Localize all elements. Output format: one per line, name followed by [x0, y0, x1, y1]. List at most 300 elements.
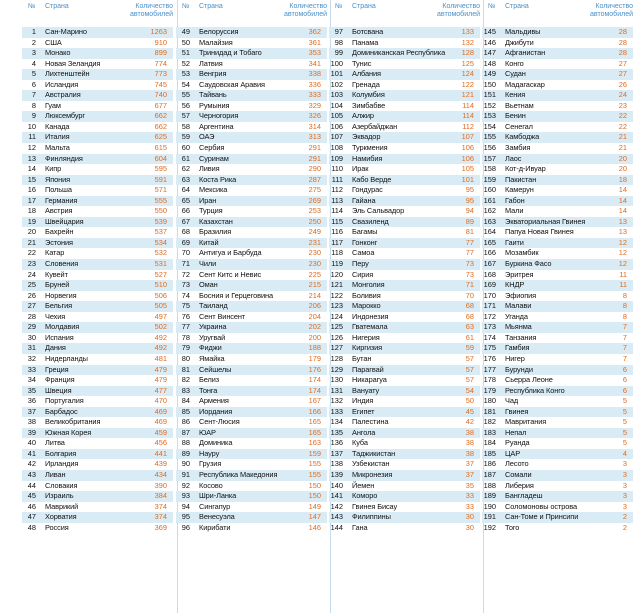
row-country: Южная Корея [45, 427, 92, 437]
row-rank: 80 [181, 353, 190, 363]
row-country: Марокко [352, 301, 381, 311]
table-row [176, 238, 327, 249]
row-count: 497 [154, 311, 167, 321]
row-count: 8 [622, 311, 627, 321]
row-count: 774 [154, 58, 167, 68]
row-count: 338 [308, 69, 321, 79]
header-number: № [28, 3, 36, 10]
table-row [176, 27, 327, 38]
row-count: 27 [618, 69, 627, 79]
row-country: Индия [352, 396, 374, 406]
row-rank: 124 [330, 311, 343, 321]
row-rank: 88 [181, 438, 190, 448]
row-rank: 16 [27, 185, 36, 195]
table-row [482, 481, 633, 492]
row-rank: 84 [181, 396, 190, 406]
row-count: 14 [618, 185, 627, 195]
row-rank: 107 [330, 132, 343, 142]
row-country: Гондурас [352, 185, 383, 195]
row-rank: 82 [181, 375, 190, 385]
row-country: Финляндия [45, 153, 83, 163]
row-count: 469 [154, 406, 167, 416]
table-row [176, 470, 327, 481]
row-country: Египет [352, 406, 375, 416]
table-row [329, 90, 480, 101]
table-row [22, 196, 173, 207]
row-count: 6 [622, 364, 627, 374]
row-rank: 153 [483, 111, 496, 121]
table-row [329, 354, 480, 365]
row-count: 35 [465, 480, 474, 490]
row-country: Гонконг [352, 237, 378, 247]
table-row [22, 132, 173, 143]
row-count: 615 [154, 143, 167, 153]
row-country: Эль Сальвадор [352, 206, 405, 216]
row-count: 107 [461, 132, 474, 142]
table-row [482, 280, 633, 291]
row-country: Гватемала [352, 322, 388, 332]
row-rank: 169 [483, 280, 496, 290]
row-count: 38 [465, 448, 474, 458]
row-country: Бангладеш [505, 491, 543, 501]
row-count: 112 [462, 121, 474, 131]
row-country: Сан-Томе и Принсипи [505, 512, 579, 522]
row-country: Болгария [45, 448, 77, 458]
row-country: Сомали [505, 469, 532, 479]
row-rank: 141 [330, 491, 343, 501]
row-country: Ирак [352, 164, 369, 174]
table-row [482, 449, 633, 460]
table-row [329, 196, 480, 207]
row-rank: 135 [330, 427, 343, 437]
row-count: 591 [154, 174, 167, 184]
table-row [176, 48, 327, 59]
row-country: Чили [199, 259, 217, 269]
table-row [22, 417, 173, 428]
row-count: 12 [618, 259, 627, 269]
row-rank: 166 [483, 248, 496, 258]
row-rank: 150 [483, 79, 496, 89]
row-count: 290 [308, 164, 321, 174]
row-country: Бельгия [45, 301, 73, 311]
row-rank: 152 [483, 100, 496, 110]
row-count: 125 [461, 58, 474, 68]
row-rank: 86 [181, 417, 190, 427]
row-rank: 43 [27, 469, 36, 479]
row-count: 5 [622, 396, 627, 406]
table-row [482, 38, 633, 49]
table-column [22, 0, 173, 533]
row-count: 21 [618, 132, 627, 142]
row-country: Нидерланды [45, 353, 88, 363]
row-count: 441 [154, 448, 167, 458]
table-row [22, 438, 173, 449]
row-rank: 148 [483, 58, 496, 68]
row-country: Литва [45, 438, 65, 448]
table-row [176, 164, 327, 175]
row-rank: 155 [483, 132, 496, 142]
table-row [176, 333, 327, 344]
table-row [176, 196, 327, 207]
table-row [22, 396, 173, 407]
table-row [482, 354, 633, 365]
row-count: 26 [618, 79, 627, 89]
row-country: Замбия [505, 143, 531, 153]
table-row [22, 343, 173, 354]
row-country: Палестина [352, 417, 389, 427]
row-rank: 11 [28, 132, 36, 142]
row-country: Гренада [352, 79, 380, 89]
row-country: Япония [45, 174, 71, 184]
header-country: Страна [199, 3, 223, 10]
row-country: Гвинея Бисау [352, 501, 398, 511]
table-row [482, 59, 633, 70]
row-rank: 63 [181, 174, 190, 184]
row-count: 165 [308, 427, 321, 437]
row-country: Словакия [45, 480, 78, 490]
table-row [329, 206, 480, 217]
table-row [22, 365, 173, 376]
row-count: 176 [308, 364, 321, 374]
row-rank: 176 [483, 353, 496, 363]
row-country: Испания [45, 332, 74, 342]
row-country: Колумбия [352, 90, 385, 100]
table-row [329, 132, 480, 143]
table-row [482, 143, 633, 154]
row-rank: 156 [483, 143, 496, 153]
table-row [329, 396, 480, 407]
table-row [482, 90, 633, 101]
row-rank: 190 [483, 501, 496, 511]
row-rank: 76 [181, 311, 190, 321]
row-count: 434 [154, 469, 167, 479]
table-row [329, 523, 480, 534]
row-rank: 171 [483, 301, 496, 311]
row-rank: 137 [330, 448, 343, 458]
row-count: 59 [465, 343, 474, 353]
row-country: Мальдивы [505, 27, 541, 36]
row-rank: 130 [330, 375, 343, 385]
row-rank: 145 [483, 27, 496, 36]
row-rank: 185 [483, 448, 496, 458]
row-rank: 140 [330, 480, 343, 490]
table-row [329, 69, 480, 80]
row-rank: 173 [483, 322, 496, 332]
row-count: 745 [154, 79, 167, 89]
row-rank: 160 [483, 185, 496, 195]
row-count: 341 [308, 58, 321, 68]
row-count: 479 [154, 375, 167, 385]
row-count: 21 [618, 143, 627, 153]
row-country: Нигер [505, 353, 525, 363]
row-country: Кувейт [45, 269, 68, 279]
row-rank: 17 [27, 195, 36, 205]
row-country: Малайзия [199, 37, 233, 47]
row-count: 773 [154, 69, 167, 79]
table-row [22, 375, 173, 386]
row-country: Чехия [45, 311, 66, 321]
row-rank: 85 [181, 406, 190, 416]
row-rank: 161 [483, 195, 496, 205]
row-count: 8 [622, 290, 627, 300]
table-row [176, 122, 327, 133]
row-country: Пакистан [505, 174, 537, 184]
table-row [329, 512, 480, 523]
row-rank: 118 [331, 248, 343, 258]
row-rank: 98 [334, 37, 343, 47]
table-row [176, 459, 327, 470]
row-count: 28 [618, 27, 627, 36]
row-rank: 100 [330, 58, 343, 68]
table-row [22, 491, 173, 502]
row-country: Ливия [199, 164, 220, 174]
table-row [329, 502, 480, 513]
row-rank: 119 [331, 259, 343, 269]
table-row [482, 217, 633, 228]
row-count: 27 [618, 58, 627, 68]
row-count: 128 [461, 48, 474, 58]
row-rank: 154 [483, 121, 496, 131]
table-row [22, 291, 173, 302]
table-row [482, 343, 633, 354]
row-country: Ямайка [199, 353, 225, 363]
table-row [176, 38, 327, 49]
row-rank: 26 [27, 290, 36, 300]
row-rank: 177 [483, 364, 496, 374]
row-rank: 81 [181, 364, 190, 374]
row-rank: 93 [181, 491, 190, 501]
row-country: Румыния [199, 100, 230, 110]
table-row [22, 217, 173, 228]
row-country: Камерун [505, 185, 534, 195]
table-row [22, 238, 173, 249]
row-rank: 7 [31, 90, 36, 100]
row-country: Монако [45, 48, 71, 58]
row-rank: 165 [483, 237, 496, 247]
row-count: 253 [308, 206, 321, 216]
row-count: 595 [154, 164, 167, 174]
table-row [329, 38, 480, 49]
row-country: Эритрея [505, 269, 534, 279]
row-count: 68 [465, 311, 474, 321]
row-count: 18 [618, 174, 627, 184]
row-rank: 44 [27, 480, 36, 490]
row-count: 662 [154, 111, 167, 121]
row-count: 539 [154, 216, 167, 226]
table-row [482, 396, 633, 407]
table-row [482, 27, 633, 38]
row-country: Судан [505, 69, 526, 79]
table-row [176, 175, 327, 186]
table-row [22, 80, 173, 91]
row-country: Афганистан [505, 48, 546, 58]
table-row [482, 48, 633, 59]
row-country: Эстония [45, 237, 73, 247]
row-rank: 55 [181, 90, 190, 100]
row-rank: 143 [330, 512, 343, 522]
row-count: 95 [465, 195, 474, 205]
table-row [329, 291, 480, 302]
row-count: 532 [154, 248, 167, 258]
row-rank: 108 [330, 143, 343, 153]
row-rank: 59 [181, 132, 190, 142]
row-country: Италия [45, 132, 70, 142]
row-country: Фиджи [199, 343, 222, 353]
row-rank: 27 [27, 301, 36, 311]
row-rank: 184 [483, 438, 496, 448]
row-count: 200 [308, 332, 321, 342]
row-count: 291 [308, 143, 321, 153]
table-row [176, 449, 327, 460]
row-count: 477 [154, 385, 167, 395]
row-count: 625 [154, 132, 167, 142]
table-row [329, 428, 480, 439]
row-country: Туркмения [352, 143, 388, 153]
row-country: Бенин [505, 111, 526, 121]
row-country: Саудовская Аравия [199, 79, 265, 89]
row-country: Черногория [199, 111, 239, 121]
table-row [22, 502, 173, 513]
row-country: Россия [45, 522, 69, 532]
row-count: 2 [622, 522, 627, 532]
row-count: 94 [465, 206, 474, 216]
table-row [482, 248, 633, 259]
table-row [482, 375, 633, 386]
row-count: 14 [618, 206, 627, 216]
table-row [329, 438, 480, 449]
table-row [176, 491, 327, 502]
row-count: 11 [619, 280, 627, 290]
row-country: Австралия [45, 90, 81, 100]
row-count: 150 [308, 491, 321, 501]
row-country: Азербайджан [352, 121, 398, 131]
row-country: США [45, 37, 62, 47]
table-row [176, 375, 327, 386]
row-country: Вануату [352, 385, 380, 395]
table-row [329, 217, 480, 228]
table-row [22, 227, 173, 238]
row-rank: 142 [330, 501, 343, 511]
row-rank: 25 [27, 280, 36, 290]
row-count: 38 [465, 427, 474, 437]
row-rank: 87 [181, 427, 190, 437]
row-country: Багамы [352, 227, 378, 237]
row-rank: 15 [27, 174, 36, 184]
row-country: Нигерия [352, 332, 380, 342]
row-rank: 5 [31, 69, 36, 79]
row-country: ОАЭ [199, 132, 215, 142]
row-country: Самоа [352, 248, 375, 258]
row-country: Руанда [505, 438, 530, 448]
row-count: 215 [308, 280, 321, 290]
row-rank: 71 [181, 259, 190, 269]
table-row [22, 111, 173, 122]
row-rank: 121 [330, 280, 343, 290]
table-row [176, 270, 327, 281]
row-rank: 95 [181, 512, 190, 522]
row-count: 531 [154, 259, 167, 269]
row-country: Боливия [352, 290, 381, 300]
table-row [22, 523, 173, 534]
table-row [329, 312, 480, 323]
row-count: 147 [308, 512, 321, 522]
row-count: 28 [618, 48, 627, 58]
table-row [176, 417, 327, 428]
row-country: Узбекистан [352, 459, 390, 469]
table-row [329, 481, 480, 492]
row-count: 61 [465, 332, 474, 342]
row-count: 3 [622, 491, 627, 501]
table-row [482, 407, 633, 418]
row-country: Мадагаскар [505, 79, 545, 89]
table-row [482, 69, 633, 80]
row-rank: 21 [27, 237, 36, 247]
row-count: 6 [622, 385, 627, 395]
table-column [329, 0, 480, 533]
table-row [176, 185, 327, 196]
row-rank: 79 [181, 343, 190, 353]
table-row [176, 80, 327, 91]
row-country: Армения [199, 396, 229, 406]
table-row [482, 196, 633, 207]
table-row [176, 101, 327, 112]
row-country: Индонезия [352, 311, 389, 321]
row-rank: 78 [181, 332, 190, 342]
table-row [482, 270, 633, 281]
row-country: Ботсвана [352, 27, 384, 36]
row-count: 37 [465, 469, 474, 479]
table-row [329, 301, 480, 312]
row-count: 57 [465, 364, 474, 374]
row-country: Израиль [45, 491, 74, 501]
row-country: Габон [505, 195, 525, 205]
row-country: Словения [45, 259, 79, 269]
row-count: 230 [308, 259, 321, 269]
row-country: Непал [505, 427, 527, 437]
row-country: Грузия [199, 459, 222, 469]
row-count: 502 [154, 322, 167, 332]
table-row [22, 59, 173, 70]
row-country: Тунис [352, 58, 372, 68]
row-rank: 47 [27, 512, 36, 522]
header-number: № [488, 3, 496, 10]
row-country: Либерия [505, 480, 534, 490]
row-count: 740 [154, 90, 167, 100]
table-row [482, 238, 633, 249]
row-count: 12 [618, 237, 627, 247]
table-row [482, 417, 633, 428]
row-country: Кабо Верде [352, 174, 392, 184]
row-country: Бахрейн [45, 227, 74, 237]
table-row [482, 502, 633, 513]
row-count: 250 [308, 216, 321, 226]
row-count: 95 [465, 185, 474, 195]
row-count: 7 [622, 353, 627, 363]
row-rank: 9 [31, 111, 36, 121]
table-row [176, 438, 327, 449]
table-row [329, 175, 480, 186]
row-count: 369 [154, 522, 167, 532]
row-country: Иордания [199, 406, 233, 416]
table-row [22, 143, 173, 154]
table-row [482, 122, 633, 133]
row-country: Косово [199, 480, 223, 490]
row-count: 3 [622, 501, 627, 511]
table-row [482, 291, 633, 302]
row-country: Коморо [352, 491, 378, 501]
row-count: 132 [461, 37, 474, 47]
row-count: 12 [618, 248, 627, 258]
